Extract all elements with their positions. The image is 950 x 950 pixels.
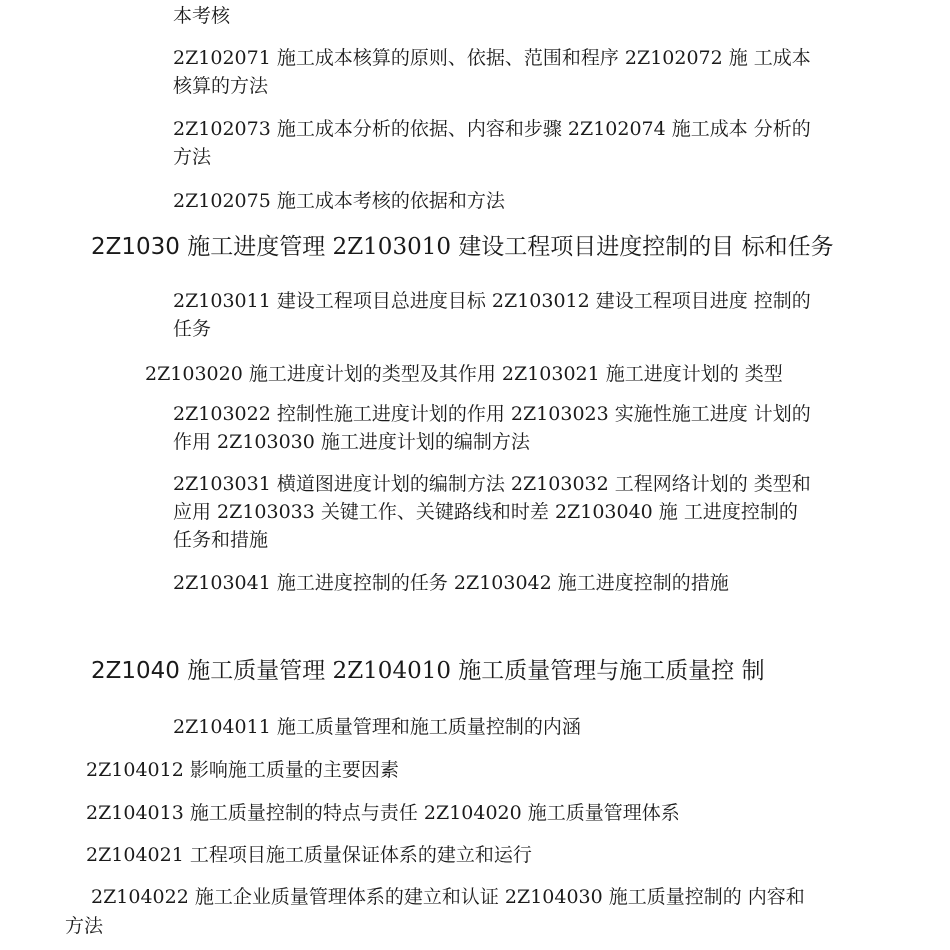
section-title: 施工质量管理 2Z104010 施工质量管理与施工质量控 制	[179, 658, 765, 684]
text-line: 本考核	[173, 5, 231, 27]
section-code: 2Z1040	[91, 658, 180, 684]
section-heading	[91, 232, 834, 262]
paragraph: 2Z103041 施工进度控制的任务 2Z103042 施工进度控制的措施	[173, 572, 729, 594]
paragraph: 2Z103022 控制性施工进度计划的作用 2Z103023 实施性施工进度 计划的作用 2Z103030 施工进度计划的编制方法	[173, 403, 811, 453]
paragraph: 2Z102075 施工成本考核的依据和方法	[173, 190, 505, 212]
paragraph: 2Z103020 施工进度计划的类型及其作用 2Z103021 施工进度计划的 类型	[145, 363, 783, 385]
paragraph: 2Z102073 施工成本分析的依据、内容和步骤 2Z102074 施工成本 分析的方法	[173, 118, 811, 168]
paragraph: 2Z103031 横道图进度计划的编制方法 2Z103032 工程网络计划的 类型和应用 2Z103033 关键工作、关键路线和时差 2Z103040 施 工进度控制的任务和措施	[173, 473, 811, 551]
paragraph: 2Z104013 施工质量控制的特点与责任 2Z104020 施工质量管理体系	[86, 802, 680, 824]
paragraph: 2Z104021 工程项目施工质量保证体系的建立和运行	[86, 844, 532, 866]
paragraph: 2Z104011 施工质量管理和施工质量控制的内涵	[173, 716, 581, 738]
paragraph: 2Z103011 建设工程项目总进度目标 2Z103012 建设工程项目进度 控制的任务	[173, 290, 811, 340]
paragraph: 2Z104012 影响施工质量的主要因素	[86, 759, 399, 781]
section-heading	[91, 656, 765, 686]
text-line: 方法	[65, 915, 104, 937]
section-title: 施工进度管理 2Z103010 建设工程项目进度控制的目 标和任务	[179, 234, 834, 260]
paragraph: 2Z102071 施工成本核算的原则、依据、范围和程序 2Z102072 施 工成本核算的方法	[173, 47, 811, 97]
paragraph: 2Z104022 施工企业质量管理体系的建立和认证 2Z104030 施工质量控制的 内容和	[91, 886, 805, 908]
section-code: 2Z1030	[91, 234, 180, 260]
